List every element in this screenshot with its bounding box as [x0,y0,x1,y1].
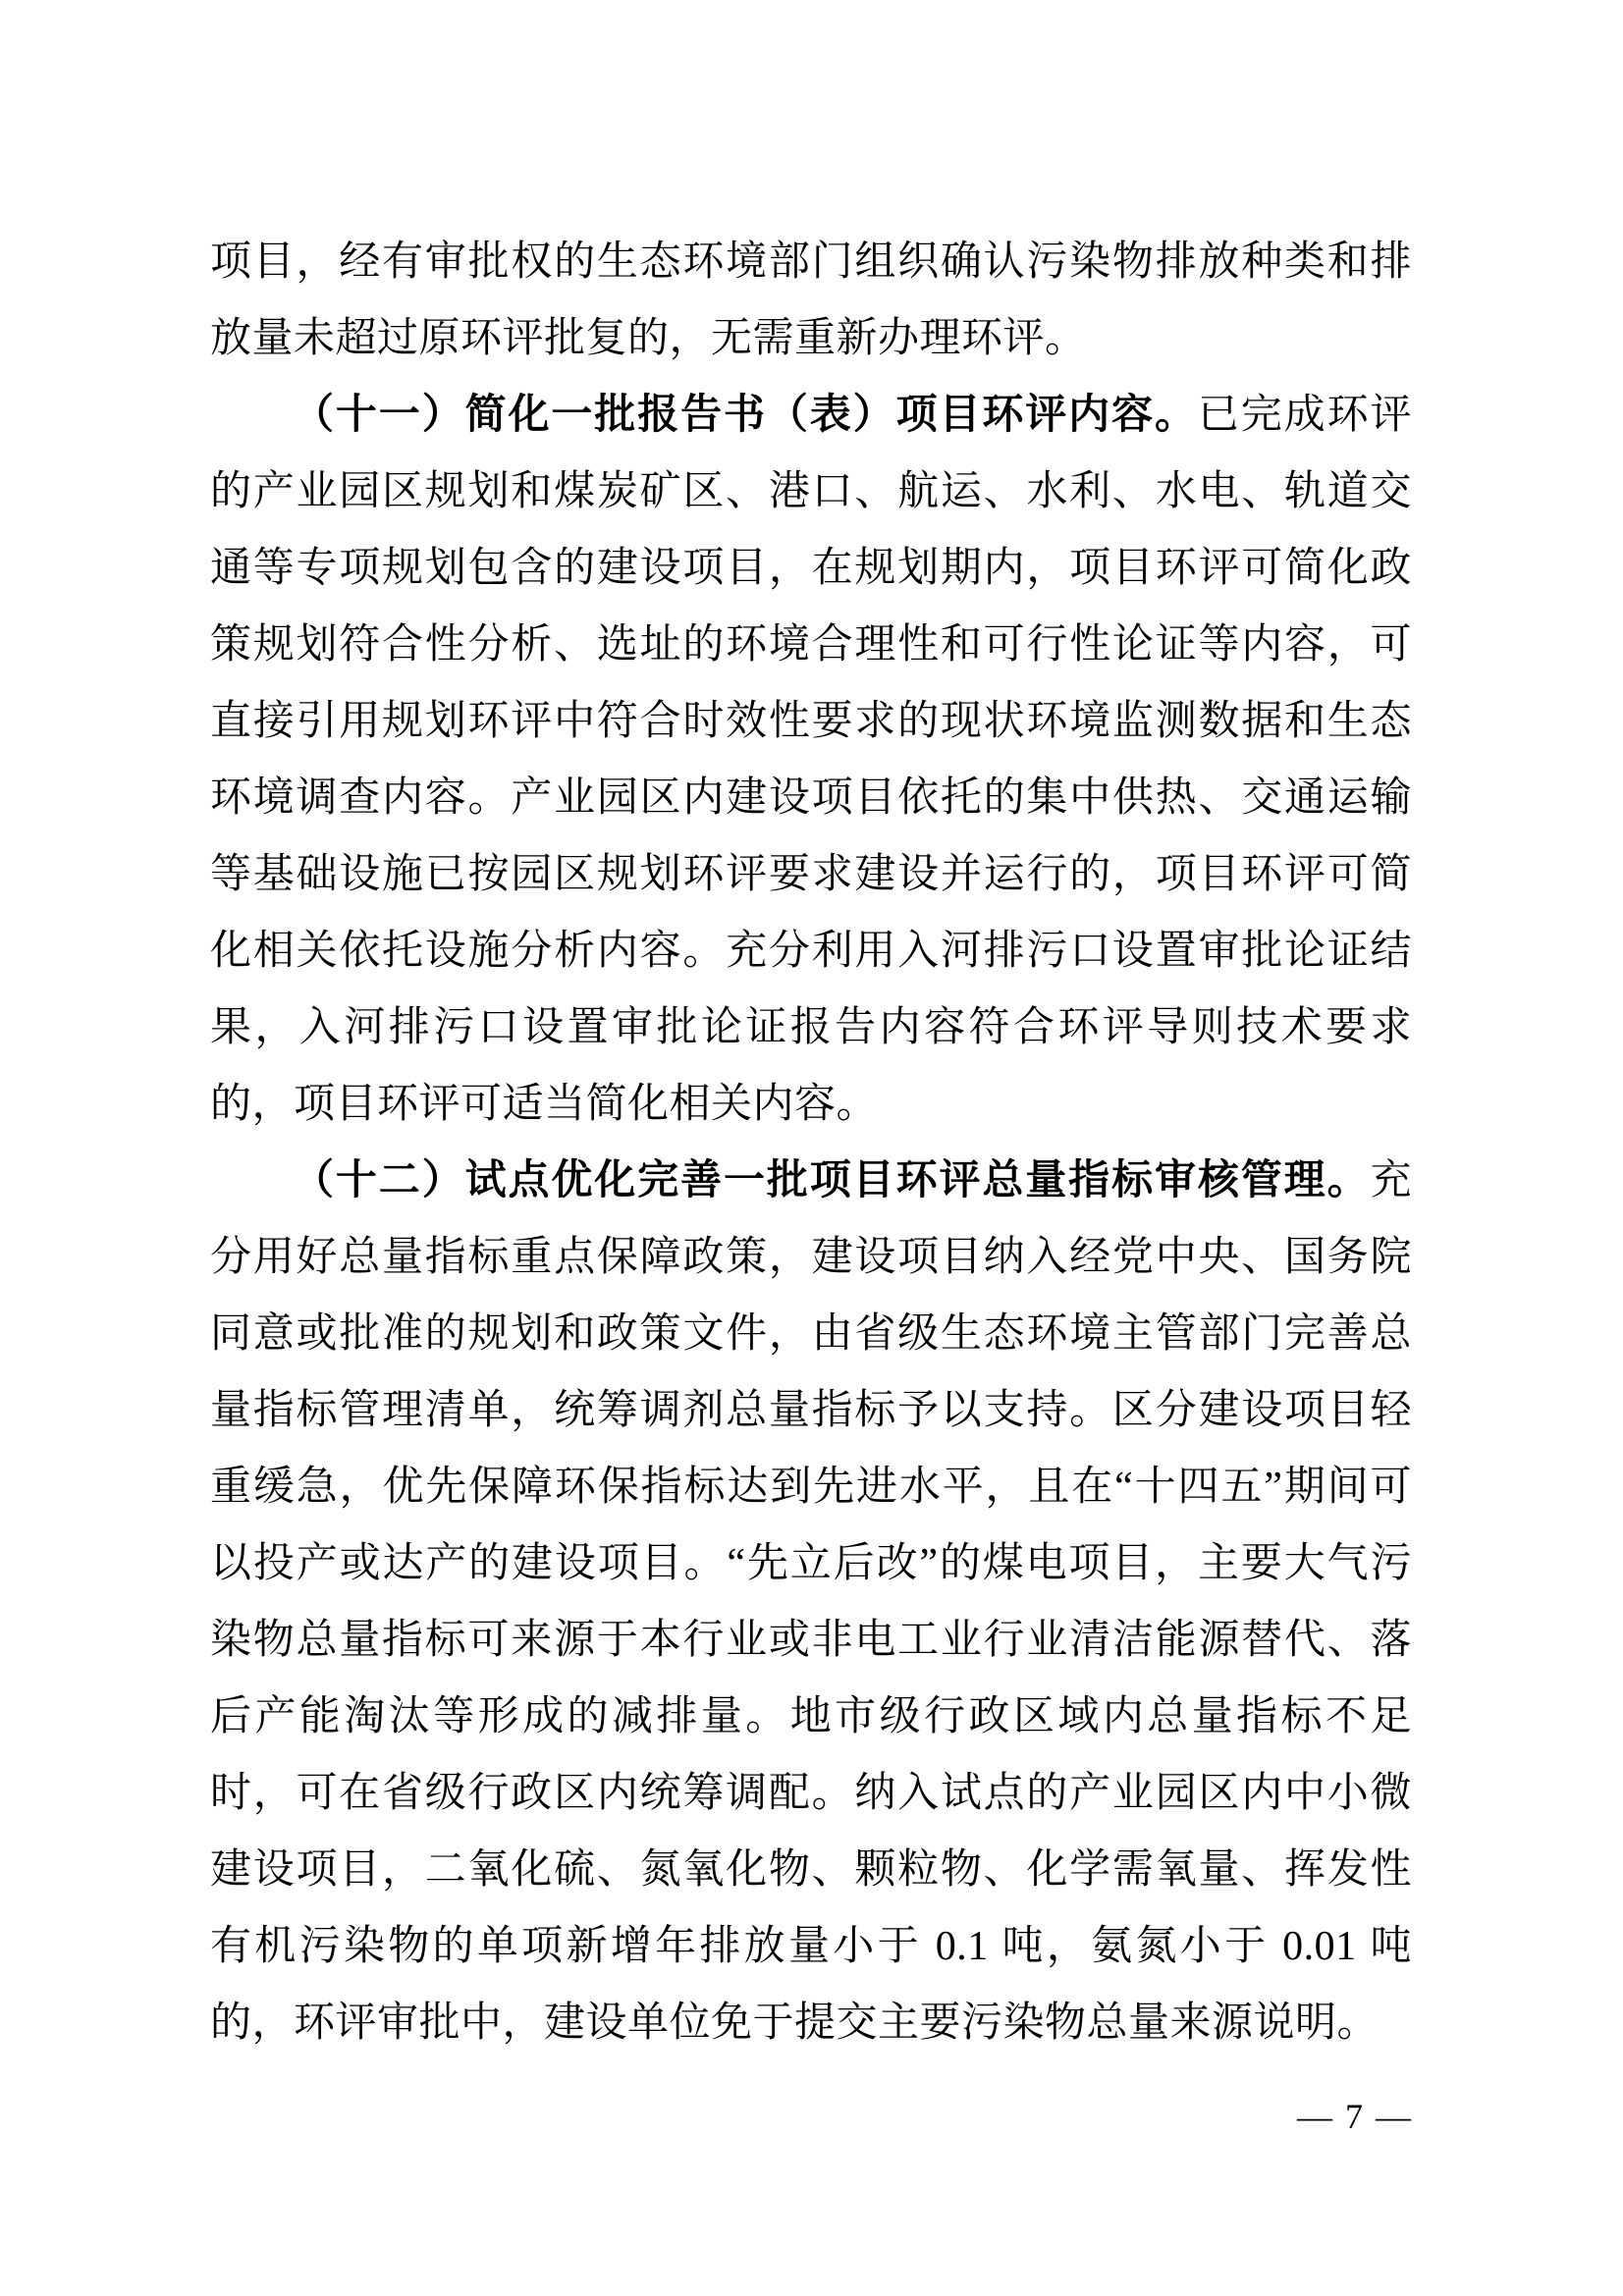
paragraph [210,377,1412,1143]
paragraph [210,224,1412,377]
body-text-run: 充分用好总量指标重点保障政策，建设项目纳入经党中央、国务院同意或批准的规划和政策文件，由省级生态环境主管部门完善总量指标管理清单，统筹调剂总量指标予以支持。区分建设项目轻重缓急，优先保障环保指标达到先进水平，且在“十四五”期间可以投产或达产的建设项目。“先立后改”的煤电项目，主要大气污染物总量指标可来源于本行业或非电工业行业清洁能源替代、落后产能淘汰等形成的减排量。地市级行政区域内总量指标不足时，可在省级行政区内统筹调配。纳入试点的产业园区内中小微建设项目，二氧化硫、氮氧化物、颗粒物、化学需氧量、挥发性有机污染物的单项新增年排放量小于 0.1 吨，氨氮小于 0.01 吨的，环评审批中，建设单位免于提交主要污染物总量来源说明。 [210,1158,1412,2046]
paragraph [210,1143,1412,2061]
body-text-run: 项目，经有审批权的生态环境部门组织确认污染物排放种类和排放量未超过原环评批复的，无需重新办理环评。 [210,240,1412,361]
body-text-run: 已完成环评的产业园区规划和煤炭矿区、港口、航运、水利、水电、轨道交通等专项规划包含的建设项目，在规划期内，项目环评可简化政策规划符合性分析、选址的环境合理性和可行性论证等内容，可直接引用规划环评中符合时效性要求的现状环境监测数据和生态环境调查内容。产业园区内建设项目依托的集中供热、交通运输等基础设施已按园区规划环评要求建设并运行的，项目环评可简化相关依托设施分析内容。充分利用入河排污口设置审批论证结果，入河排污口设置审批论证报告内容符合环评导则技术要求的，项目环评可适当简化相关内容。 [210,393,1412,1127]
section-heading-run: （十一）简化一批报告书（表）项目环评内容。 [293,393,1198,438]
section-heading-run: （十二）试点优化完善一批项目环评总量指标审核管理。 [293,1158,1371,1203]
page-number: — 7 — [1297,2097,1413,2136]
document-body [210,224,1412,2061]
